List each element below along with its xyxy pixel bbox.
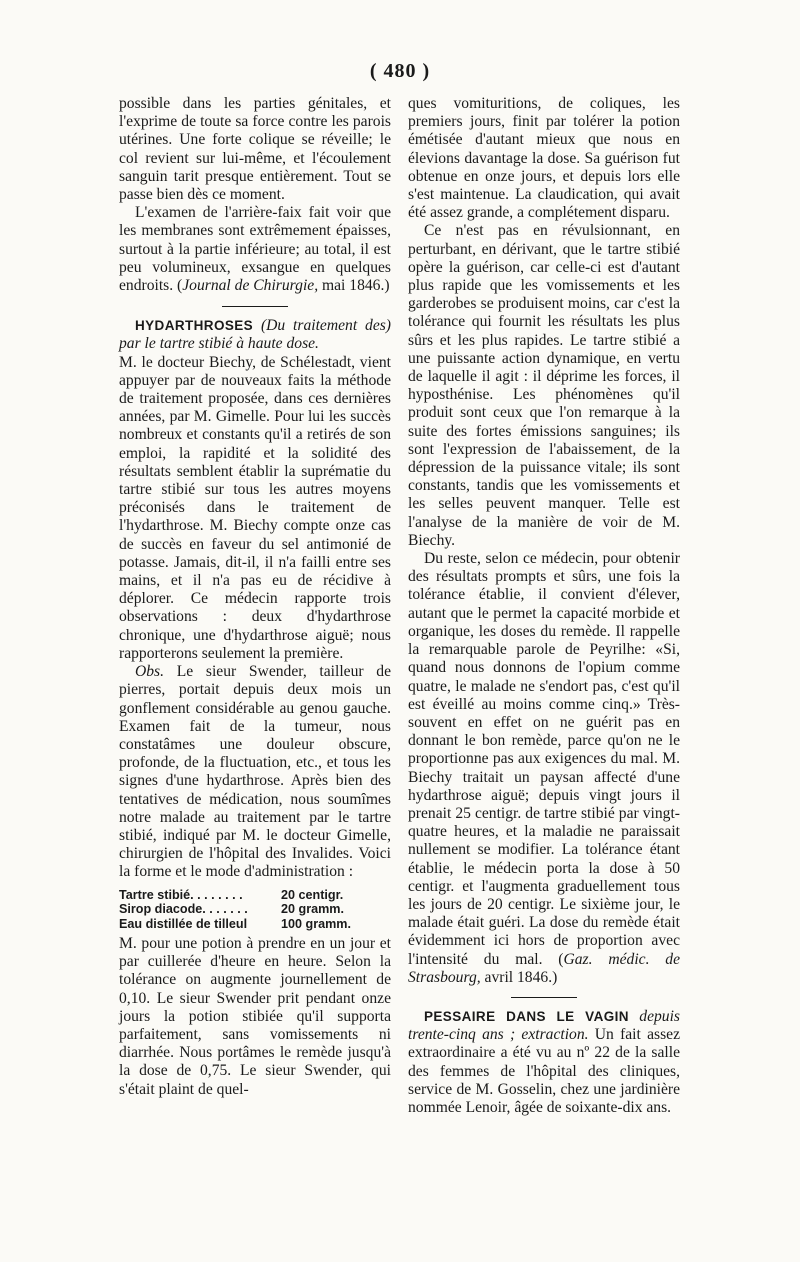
- citation-date: mai 1846.): [318, 277, 390, 295]
- paragraph-text: Du reste, selon ce médecin, pour obtenir des résultats prompts et sûrs, une fois la tolérance établie, il convient d'élever, autant que le permet la capacité morbide et organique, les doses du remède. Il rappelle la remarquable parole de Peyrilhe: «Si, quand nous donnons de l'opium comme quatre, le malade ne s'endort pas, c'est qu'il est éveillé au moins comme cinq.» Très-souvent en effet on ne guérit pas en donnant le bon remède, parce qu'on ne le proportionne pas aux exigences du mal. M. Biechy traitait un paysan affecté d'une hydarthrose aiguë; depuis vingt jours il prenait 25 centigr. de tartre stibié par vingt-quatre heures, et la maladie ne paraissait nullement se modifier. La tolérance étant établie, le médecin porta la dose à 50 centigr. et l'augmenta graduellement tous les jours de 20 centigr. Le sixième jour, le malade était guéri. La dose du remède était évidemment ici hors de proportion avec l'intensité du mal. (: [408, 550, 680, 968]
- article-subtitle: (Du traitement des) par le tartre stibié à haute dose.: [119, 317, 391, 353]
- paragraph: [408, 550, 680, 987]
- article-heading: PESSAIRE DANS LE VAGIN: [424, 1008, 629, 1024]
- prescription-quantity: 20 gramm.: [281, 902, 344, 917]
- paragraph: possible dans les parties génitales, et l'exprime de toute sa force contre les parois utérines. Une forte colique se réveille; le col revient sur lui-même, et l'écoulement sanguin tarit presque entièrement. Tout se passe bien dès ce moment.: [119, 95, 391, 204]
- article-title: [408, 1008, 680, 1117]
- prescription-table: [119, 888, 377, 932]
- prescription-row: [119, 902, 377, 917]
- prescription-quantity: 100 gramm.: [281, 916, 352, 931]
- paragraph: M. pour une potion à prendre en un jour et par cuillerée d'heure en heure. Selon la tolérance on augmente journellement de 0,10. Le sieur Swender prit pendant onze jours la potion stibiée qu'il supporta parfaitement, sans vomissements ni diarrhée. Nous portâmes le remède jusqu'à la dose de 0,75. Le sieur Swender, qui s'était plaint de quel-: [119, 935, 391, 1098]
- left-column: [119, 95, 391, 1099]
- obs-label: Obs.: [135, 663, 165, 681]
- paragraph-text: L'examen de l'arrière-faix fait voir que les membranes sont extrêmement épaisses, surtout à la partie inférieure; au total, il est peu volumineux, exsangue en quelques endroits. (: [119, 204, 391, 295]
- citation-date: avril 1846.): [480, 968, 558, 986]
- page-number: ( 480 ): [369, 60, 431, 82]
- section-divider: [511, 997, 577, 998]
- source-citation: Gaz. médic. de Strasbourg,: [408, 950, 681, 986]
- prescription-item: Eau distillée de tilleul: [119, 916, 248, 931]
- prescription-quantity: 20 centigr.: [281, 887, 344, 902]
- article-title: [119, 317, 391, 353]
- prescription-row: [119, 917, 377, 932]
- paragraph: [119, 204, 391, 295]
- paragraph: ques vomituritions, de coliques, les premiers jours, finit par tolérer la potion émétisée d'autant mieux que nous en élevions davantage la dose. Sa guérison fut obtenue en onze jours, et depuis lors elle s'est maintenue. La claudication, qui avait été assez grande, a complétement disparu.: [408, 95, 680, 222]
- prescription-item: Tartre stibié. . . . . . . .: [119, 887, 243, 902]
- source-citation: Journal de Chirurgie,: [182, 277, 319, 295]
- article-heading: HYDARTHROSES: [135, 318, 254, 334]
- paragraph: Ce n'est pas en révulsionnant, en perturbant, en dérivant, que le tartre stibié opère la guérison, car celle-ci est d'autant plus rapide que les vomissements et les garderobes se produisent moins, car c'est la tolérance qui fournit les résultats les plus sûrs et les plus rapides. Le tartre stibié a une puissante action dynamique, en vertu de laquelle il agit : il déprime les forces, il hyposthénise. Les phénomènes qu'il produit sont ceux que l'on remarque à la suite des fortes émissions sanguines; ils sont l'expression de l'abaissement, de la dépression de la puissance vitale; ils sont constants, tandis que les vomissements et les selles peuvent manquer. Telle est l'analyse de la manière de voir de M. Biechy.: [408, 222, 680, 549]
- paragraph-text: Un fait assez extraordinaire a été vu au nº 22 de la salle des femmes de l'hôpital des cliniques, service de M. Gosselin, chez une jardinière nommée Lenoir, âgée de soixante-dix ans.: [408, 1026, 680, 1116]
- observation-paragraph: [119, 663, 391, 881]
- paragraph-text: Le sieur Swender, tailleur de pierres, portait depuis deux mois un gonflement considérable au genou gauche. Examen fait de la tumeur, nous constatâmes une douleur obscure, profonde, de la fluctuation, etc., et tous les signes d'une hydarthrose. Après bien des tentatives de médication, nous soumîmes notre malade au traitement par le tartre stibié, indiqué par M. le docteur Gimelle, chirurgien de l'hôpital des Invalides. Voici la forme et le mode d'administration :: [119, 663, 391, 881]
- paragraph: M. le docteur Biechy, de Schélestadt, vient appuyer par de nouveaux faits la méthode de traitement proposée, dans ces dernières années, par M. Gimelle. Pour lui les succès nombreux et constants qu'il a retirés de son emploi, la rapidité et la solidité des résultats semblent établir la suprématie du tartre stibié sur tous les autres moyens préconisés dans le traitement de l'hydarthrose. M. Biechy compte onze cas de succès en faveur du sel antimonié de potasse. Jamais, dit-il, il n'a failli entre ses mains, et il n'a pas eu de récidive à déplorer. Ce médecin rapporte trois observations : deux d'hydarthrose chronique, une d'hydarthrose aiguë; nous rapporterons seulement la première.: [119, 353, 391, 662]
- section-divider: [222, 306, 288, 307]
- prescription-item: Sirop diacode. . . . . . .: [119, 902, 248, 917]
- right-column: [408, 95, 680, 1117]
- article-subtitle: depuis trente-cinq ans ; extraction.: [408, 1007, 680, 1044]
- prescription-row: [119, 888, 377, 903]
